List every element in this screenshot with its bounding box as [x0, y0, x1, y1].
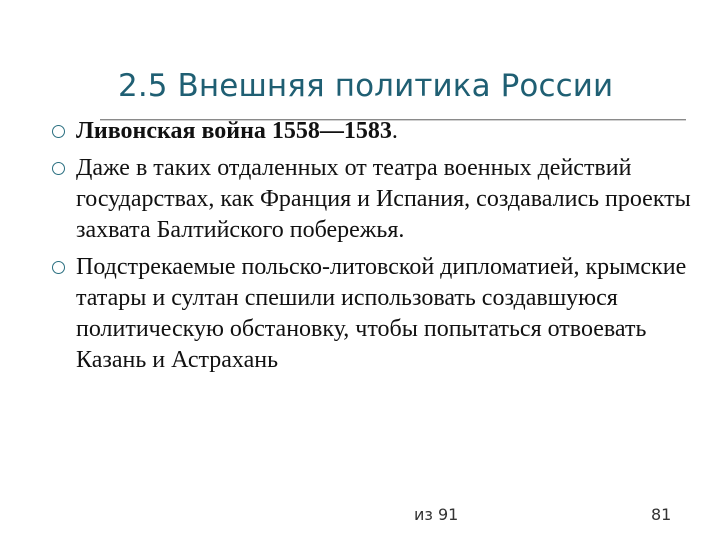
bullet-list: [52, 116, 692, 382]
circle-bullet-icon: [52, 261, 65, 274]
bullet-3-text: Подстрекаемые польско-литовской дипломатией, крымские татары и султан спешили использовать создавшуюся политическую обстановку, чтобы попытаться отвоевать Казань и Астрахань: [76, 254, 687, 373]
slide-title: 2.5 Внешняя политика России: [118, 68, 614, 104]
bullet-2-text: Даже в таких отдаленных от театра военных действий государствах, как Франция и Испания, создавались проекты захвата Балтийского побережья.: [76, 155, 691, 243]
bullet-1-bold-text: Ливонская война 1558—1583: [76, 118, 392, 144]
bullet-1-text: .: [391, 118, 398, 144]
slide-total-count: из 91: [414, 505, 459, 524]
circle-bullet-icon: [52, 162, 65, 175]
bullet-item-2: [52, 153, 692, 246]
circle-bullet-icon: [52, 125, 65, 138]
slide-page-number: 81: [651, 505, 672, 524]
bullet-item-3: [52, 252, 692, 376]
bullet-item-1: [52, 116, 692, 147]
